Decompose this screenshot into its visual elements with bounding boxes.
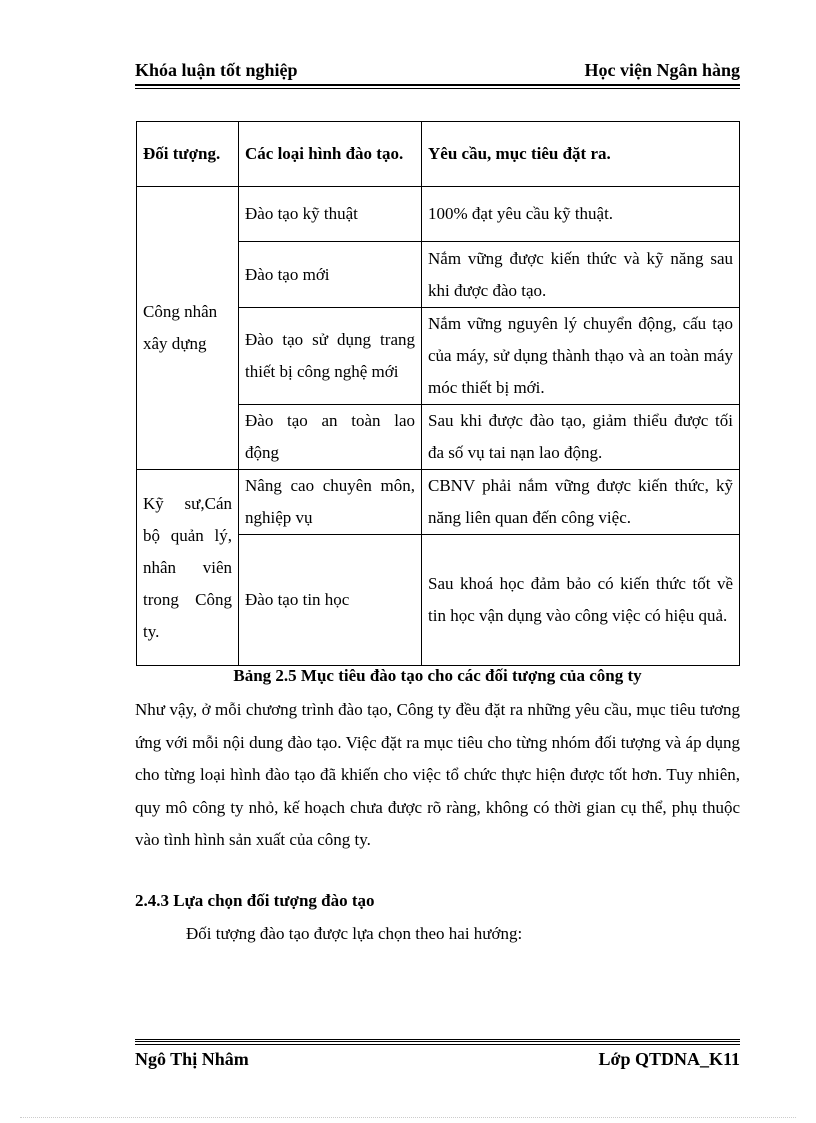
section-heading: 2.4.3 Lựa chọn đối tượng đào tạo: [135, 891, 375, 910]
training-goals-table: [136, 121, 740, 666]
table-header-row: [137, 122, 740, 187]
header-thesis-title: Khóa luận tốt nghiệp: [135, 60, 298, 80]
training-type-cell: Đào tạo sử dụng trang thiết bị công nghệ mới: [239, 307, 422, 404]
training-type-cell: Đào tạo kỹ thuật: [239, 187, 422, 242]
section-intro: Đối tượng đào tạo được lựa chọn theo hai hướng:: [186, 924, 523, 943]
header-institution: Học viện Ngân hàng: [584, 60, 740, 80]
header-rule: [135, 88, 740, 89]
column-header-subject: Đối tượng.: [137, 122, 239, 187]
goal-cell: Sau khoá học đảm bảo có kiến thức tốt về tin học vận dụng vào công việc có hiệu quả.: [422, 535, 740, 666]
goal-cell: Nắm vững nguyên lý chuyển động, cấu tạo của máy, sử dụng thành thạo và an toàn máy móc thiết bị mới.: [422, 307, 740, 404]
subject-cell: Kỹ sư,Cán bộ quản lý, nhân viên trong Công ty.: [137, 470, 239, 666]
column-header-goals: Yêu cầu, mục tiêu đặt ra.: [422, 122, 740, 187]
subject-cell: Công nhân xây dựng: [137, 187, 239, 470]
table-row: [137, 470, 740, 535]
footer-class: Lớp QTDNA_K11: [598, 1048, 740, 1069]
training-type-cell: Đào tạo mới: [239, 242, 422, 307]
goal-cell: CBNV phải nắm vững được kiến thức, kỹ năng liên quan đến công việc.: [422, 470, 740, 535]
training-type-cell: Nâng cao chuyên môn, nghiệp vụ: [239, 470, 422, 535]
training-type-cell: Đào tạo an toàn lao động: [239, 405, 422, 470]
footer-author: Ngô Thị Nhâm: [135, 1048, 249, 1069]
goal-cell: Sau khi được đào tạo, giảm thiểu được tối đa số vụ tai nạn lao động.: [422, 405, 740, 470]
table-row: [137, 187, 740, 242]
body-paragraph: Như vậy, ở mỗi chương trình đào tạo, Công ty đều đặt ra những yêu cầu, mục tiêu tương ứng với mỗi nội dung đào tạo. Việc đặt ra mục tiêu cho từng nhóm đối tượng và áp dụng cho từng loại hình đào tạo đã khiến cho việc tổ chức thực hiện được tốt hơn. Tuy nhiên, quy mô công ty nhỏ, kế hoạch chưa được rõ ràng, không có thời gian cụ thể, phụ thuộc vào tình hình sản xuất của công ty.: [135, 700, 740, 849]
page-edge-divider: [20, 1117, 796, 1118]
training-type-cell: Đào tạo tin học: [239, 535, 422, 666]
goal-cell: Nắm vững được kiến thức và kỹ năng sau khi được đào tạo.: [422, 242, 740, 307]
column-header-training-type: Các loại hình đào tạo.: [239, 122, 422, 187]
page-footer: [135, 1039, 740, 1076]
goal-cell: 100% đạt yêu cầu kỹ thuật.: [422, 187, 740, 242]
page-header: [135, 56, 740, 86]
table-caption: Bảng 2.5 Mục tiêu đào tạo cho các đối tượng của công ty: [233, 666, 642, 685]
